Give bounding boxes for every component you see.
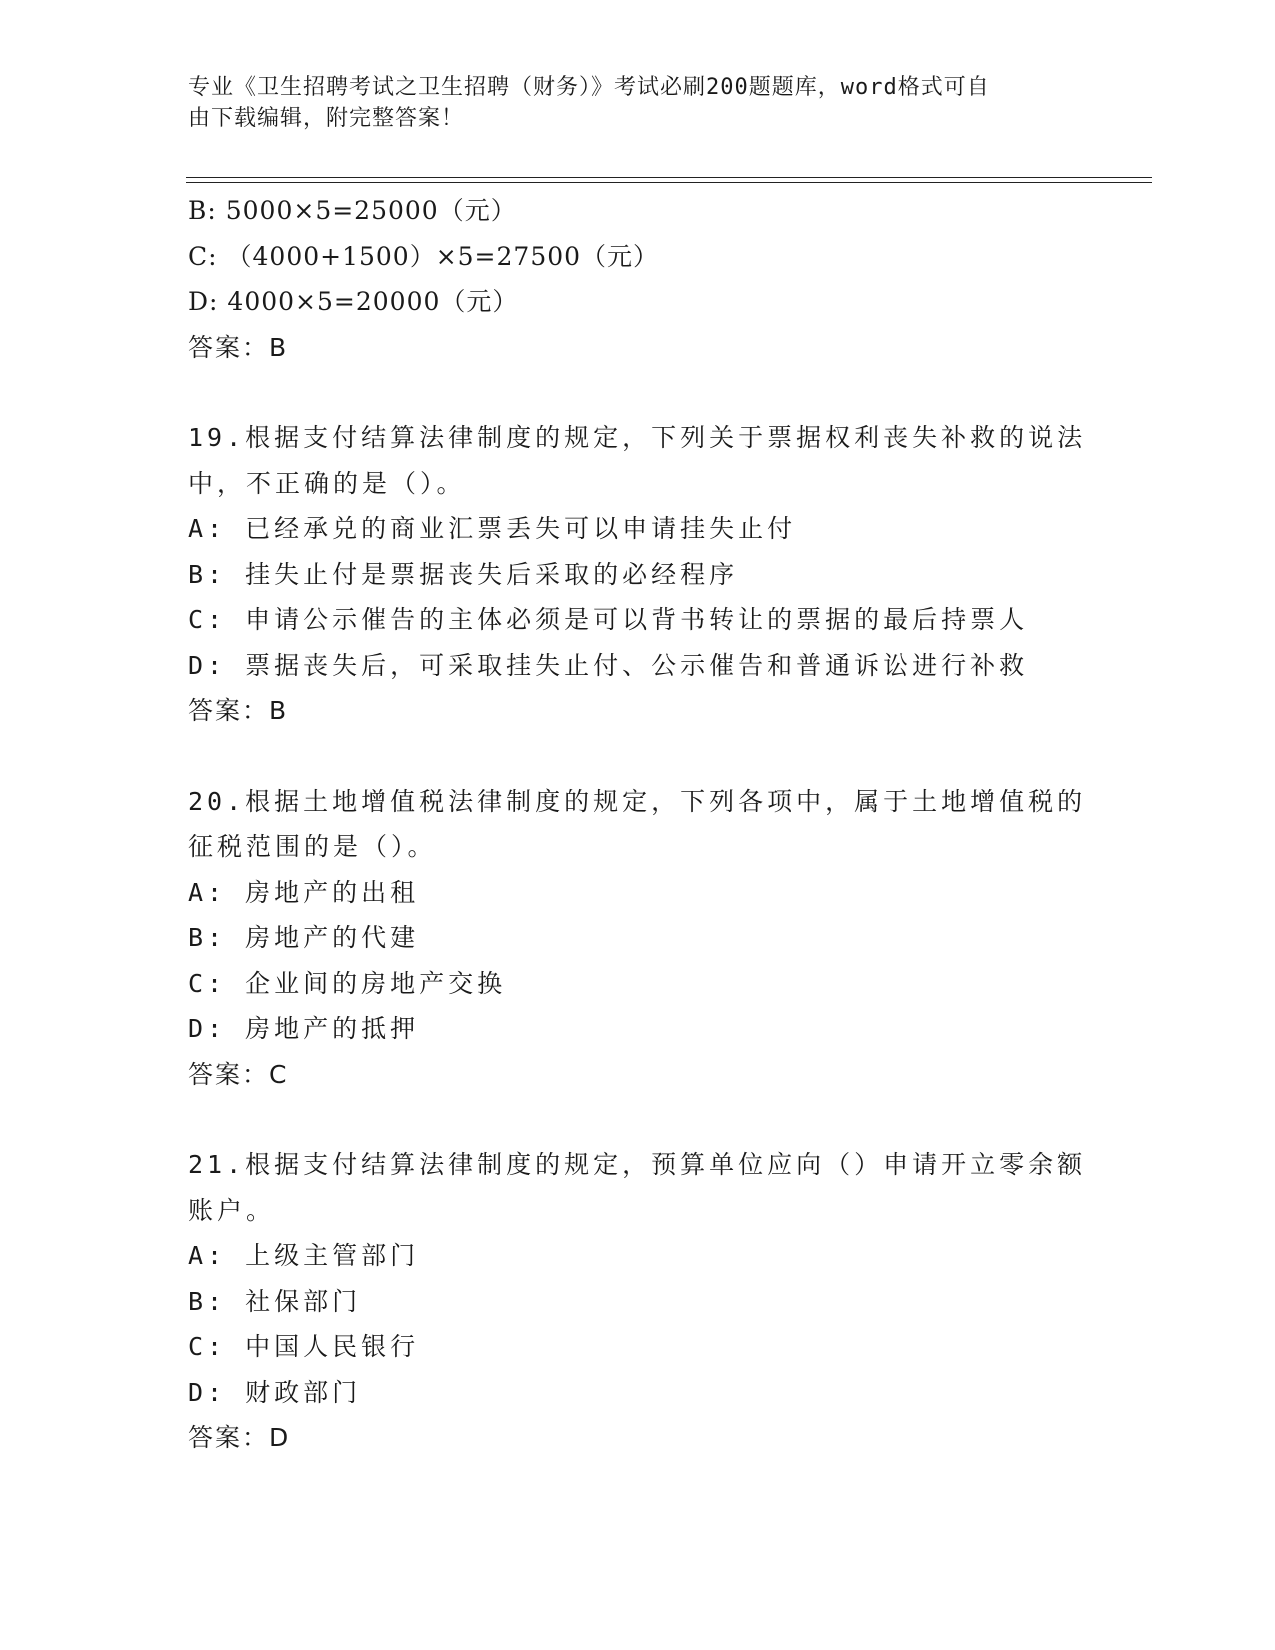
option-c bbox=[188, 234, 1088, 280]
option-letter: C: bbox=[188, 605, 227, 634]
option-b bbox=[188, 1279, 1088, 1325]
option-letter: D: bbox=[188, 650, 227, 680]
question-stem: 19.根据支付结算法律制度的规定，下列关于票据权利丧失补救的说法 bbox=[188, 423, 1087, 452]
spacer bbox=[188, 734, 1088, 779]
document-header bbox=[188, 72, 1068, 134]
option-d bbox=[188, 279, 1088, 325]
option-text: 中国人民银行 bbox=[245, 1332, 420, 1361]
option-letter: C: bbox=[188, 1332, 227, 1361]
header-rule-top bbox=[186, 177, 1152, 178]
option-letter: A: bbox=[188, 1241, 227, 1270]
question-stem-cont: 征税范围的是（）。 bbox=[188, 832, 437, 861]
answer-line: 答案：B bbox=[188, 332, 289, 362]
option-text: 申请公示催告的主体必须是可以背书转让的票据的最后持票人 bbox=[245, 605, 1029, 634]
spacer bbox=[188, 1097, 1088, 1142]
header-line-1: 专业《卫生招聘考试之卫生招聘（财务）》考试必刷200题题库，word格式可自 bbox=[188, 75, 990, 100]
option-b bbox=[188, 188, 1088, 234]
header-line-2: 由下载编辑，附完整答案！ bbox=[188, 106, 465, 131]
answer-line: 答案：B bbox=[188, 696, 289, 725]
answer-line: 答案：C bbox=[188, 1059, 289, 1089]
option-letter: A: bbox=[188, 877, 227, 907]
option-text: 社保部门 bbox=[245, 1286, 362, 1316]
option-letter: C: bbox=[188, 968, 227, 998]
option-a bbox=[188, 506, 1088, 552]
option-d bbox=[188, 1370, 1088, 1416]
question-19 bbox=[188, 415, 1088, 734]
option-c bbox=[188, 961, 1088, 1007]
question-stem: 20.根据土地增值税法律制度的规定，下列各项中，属于土地增值税的 bbox=[188, 786, 1087, 816]
option-letter: B: bbox=[188, 1286, 227, 1316]
option-letter: B: bbox=[188, 923, 227, 952]
question-stem-cont: 中，不正确的是（）。 bbox=[188, 468, 466, 498]
prev-question-block bbox=[188, 188, 1088, 370]
option-d bbox=[188, 643, 1088, 689]
question-stem: 21.根据支付结算法律制度的规定，预算单位应向（）申请开立零余额 bbox=[188, 1150, 1087, 1179]
option-text: 已经承兑的商业汇票丢失可以申请挂失止付 bbox=[245, 514, 797, 543]
option-text: 上级主管部门 bbox=[245, 1241, 420, 1270]
option-text: 财政部门 bbox=[245, 1377, 362, 1407]
question-content bbox=[188, 188, 1088, 1461]
spacer bbox=[188, 370, 1088, 415]
option-b bbox=[188, 552, 1088, 598]
option-a bbox=[188, 870, 1088, 916]
option-d bbox=[188, 1006, 1088, 1052]
option-text: 房地产的代建 bbox=[245, 923, 420, 952]
option-c bbox=[188, 597, 1088, 643]
option-letter: D: bbox=[188, 287, 219, 316]
option-b bbox=[188, 915, 1088, 961]
option-c bbox=[188, 1324, 1088, 1370]
question-stem-cont: 账户。 bbox=[188, 1195, 276, 1225]
option-text: 房地产的出租 bbox=[245, 877, 420, 907]
question-21 bbox=[188, 1142, 1088, 1461]
option-a bbox=[188, 1233, 1088, 1279]
option-letter: B: bbox=[188, 559, 227, 589]
header-rule-bottom bbox=[186, 182, 1152, 183]
option-text: 5000×5=25000（元） bbox=[225, 196, 517, 225]
option-letter: D: bbox=[188, 1377, 227, 1407]
option-text: 挂失止付是票据丧失后采取的必经程序 bbox=[245, 559, 739, 589]
question-20 bbox=[188, 779, 1088, 1098]
option-text: 企业间的房地产交换 bbox=[245, 968, 507, 998]
option-letter: B: bbox=[188, 196, 217, 225]
option-text: 票据丧失后，可采取挂失止付、公示催告和普通诉讼进行补救 bbox=[245, 650, 1029, 680]
option-text: （4000+1500）×5=27500（元） bbox=[226, 241, 660, 271]
option-text: 4000×5=20000（元） bbox=[227, 287, 519, 316]
option-text: 房地产的抵押 bbox=[245, 1014, 420, 1043]
option-letter: A: bbox=[188, 514, 227, 543]
option-letter: D: bbox=[188, 1014, 227, 1043]
option-letter: C: bbox=[188, 241, 218, 271]
answer-line: 答案：D bbox=[188, 1423, 291, 1452]
